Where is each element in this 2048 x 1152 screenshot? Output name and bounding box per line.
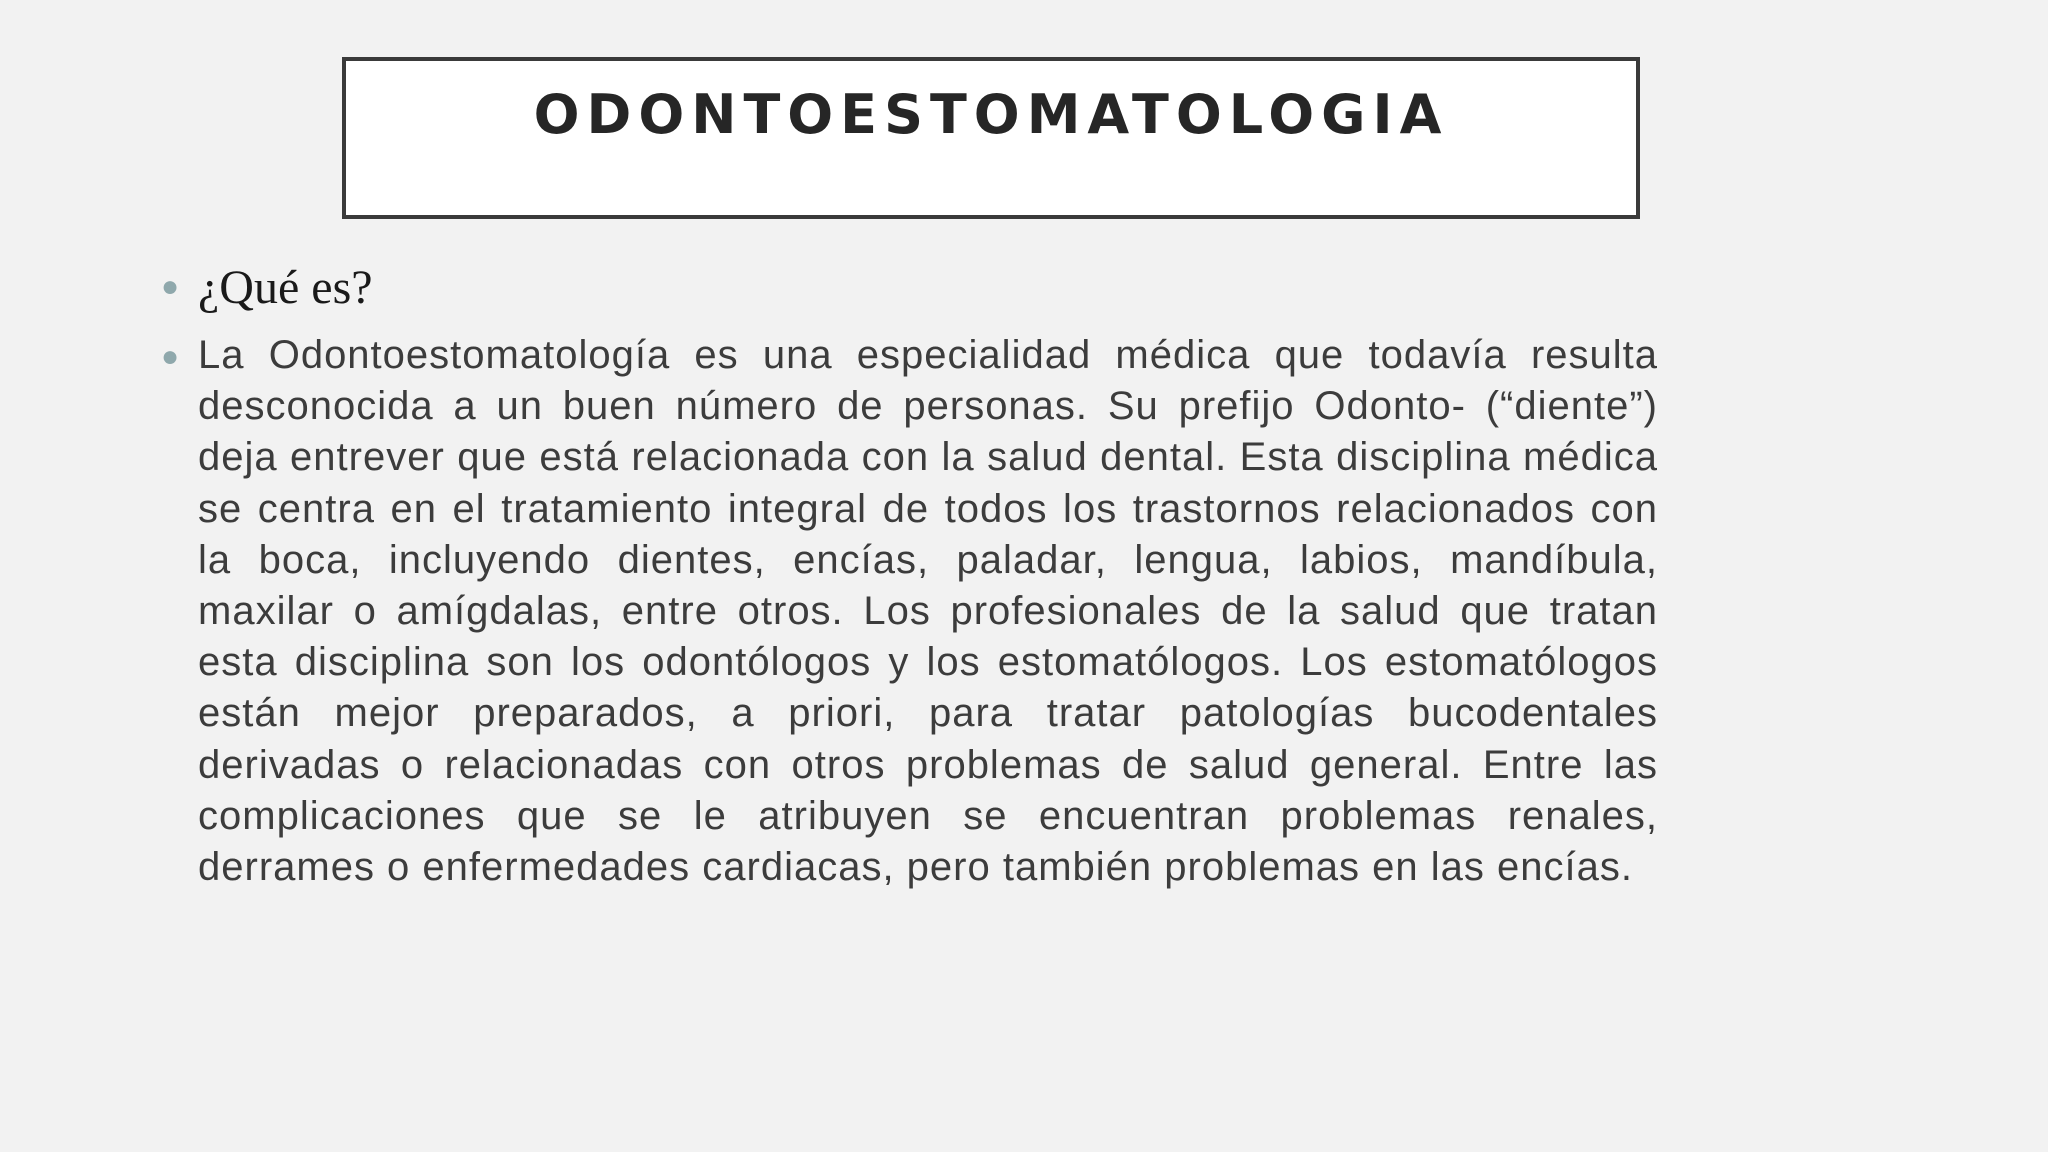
bullet-item-paragraph — [158, 330, 1658, 893]
bullet-item-question — [158, 258, 1658, 318]
title-box — [342, 57, 1640, 219]
bullet-paragraph-text: La Odontoestomatología es una especialidad médica que todavía resulta desconocida a un buen número de personas. Su prefijo Odonto- (“diente”) deja entrever que está relacionada con la salud dental. Esta disciplina médica se centra en el tratamiento integral de todos los trastornos relacionados con la boca, incluyendo dientes, encías, paladar, lengua, labios, mandíbula, maxilar o amígdalas, entre otros. Los profesionales de la salud que tratan esta disciplina son los odontólogos y los estomatólogos. Los estomatólogos están mejor preparados, a priori, para tratar patologías bucodentales derivadas o relacionadas con otros problemas de salud general. Entre las complicaciones que se le atribuyen se encuentran problemas renales, derrames o enfermedades cardiacas, pero también problemas en las encías. — [198, 333, 1658, 890]
bullet-dot-icon: ● — [161, 270, 180, 303]
bullet-dot-icon: ● — [161, 340, 180, 373]
slide-title: ODONTOESTOMATOLOGIA — [533, 83, 1449, 146]
slide-content — [158, 258, 1658, 893]
bullet-question-text: ¿Qué es? — [198, 261, 373, 314]
